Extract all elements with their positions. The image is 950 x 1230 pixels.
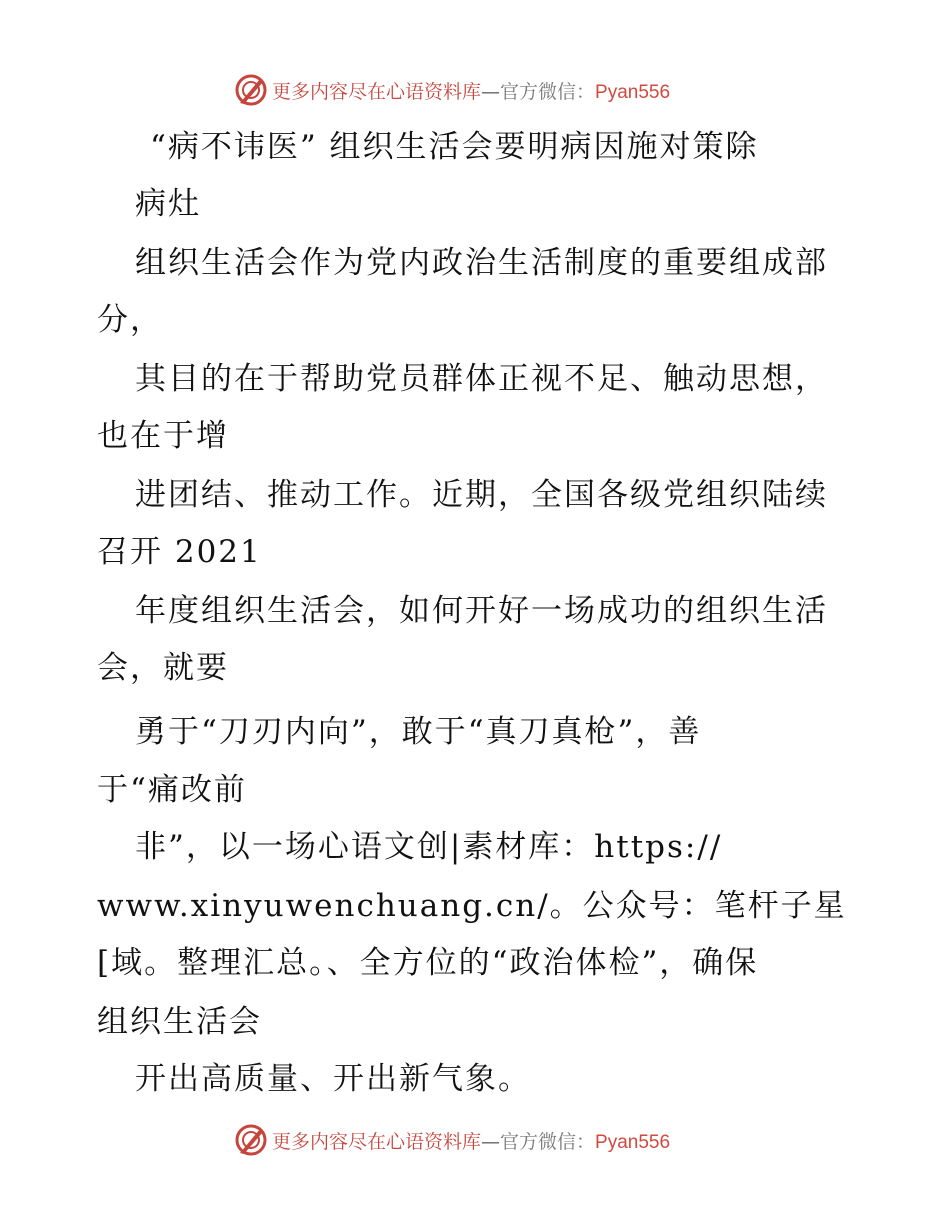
doc-line: 开出高质量、开出新气象。 [135, 1061, 531, 1097]
header-banner [234, 72, 714, 108]
doc-line: 进团结、推动工作。近期，全国各级党组织陆续 [135, 477, 828, 513]
doc-title-line-2: 病灶 [135, 186, 201, 222]
doc-line: 也在于增 [97, 418, 229, 454]
footer-banner [234, 1122, 714, 1158]
doc-line: [域。整理汇总。、全方位的“政治体检”，确保 [97, 945, 759, 981]
doc-title-line-1: “病不讳医” 组织生活会要明病因施对策除 [150, 129, 759, 165]
header-banner-text [272, 77, 670, 104]
footer-dash: — [481, 1130, 501, 1153]
footer-wechat-label: 官方微信： [500, 1130, 596, 1153]
doc-line: 召开 2021 [97, 534, 262, 570]
header-wechat-id: Pyan556 [595, 81, 671, 103]
doc-line: www.xinyuwenchuang.cn/。公众号：笔杆子星 [97, 888, 847, 924]
doc-line: 分， [97, 302, 163, 338]
doc-line: 组织生活会作为党内政治生活制度的重要组成部 [135, 245, 828, 281]
header-wechat-label: 官方微信： [500, 80, 596, 103]
doc-line: 非”，以一场心语文创|素材库：https:// [135, 829, 723, 865]
footer-brand: 更多内容尽在心语资料库 [272, 1130, 482, 1153]
doc-line: 于“痛改前 [97, 772, 247, 808]
header-dash: — [481, 80, 501, 103]
doc-line: 勇于“刀刃内向”，敢于“真刀真枪”，善 [135, 714, 702, 750]
footer-banner-text [272, 1127, 670, 1154]
doc-line: 年度组织生活会，如何开好一场成功的组织生活 [135, 593, 828, 629]
quill-logo-icon [234, 73, 268, 107]
doc-line: 组织生活会 [97, 1004, 262, 1040]
footer-wechat-id: Pyan556 [595, 1131, 671, 1153]
doc-line: 其目的在于帮助党员群体正视不足、触动思想， [135, 361, 828, 397]
quill-logo-icon [234, 1123, 268, 1157]
header-brand: 更多内容尽在心语资料库 [272, 80, 482, 103]
doc-line: 会，就要 [97, 650, 229, 686]
